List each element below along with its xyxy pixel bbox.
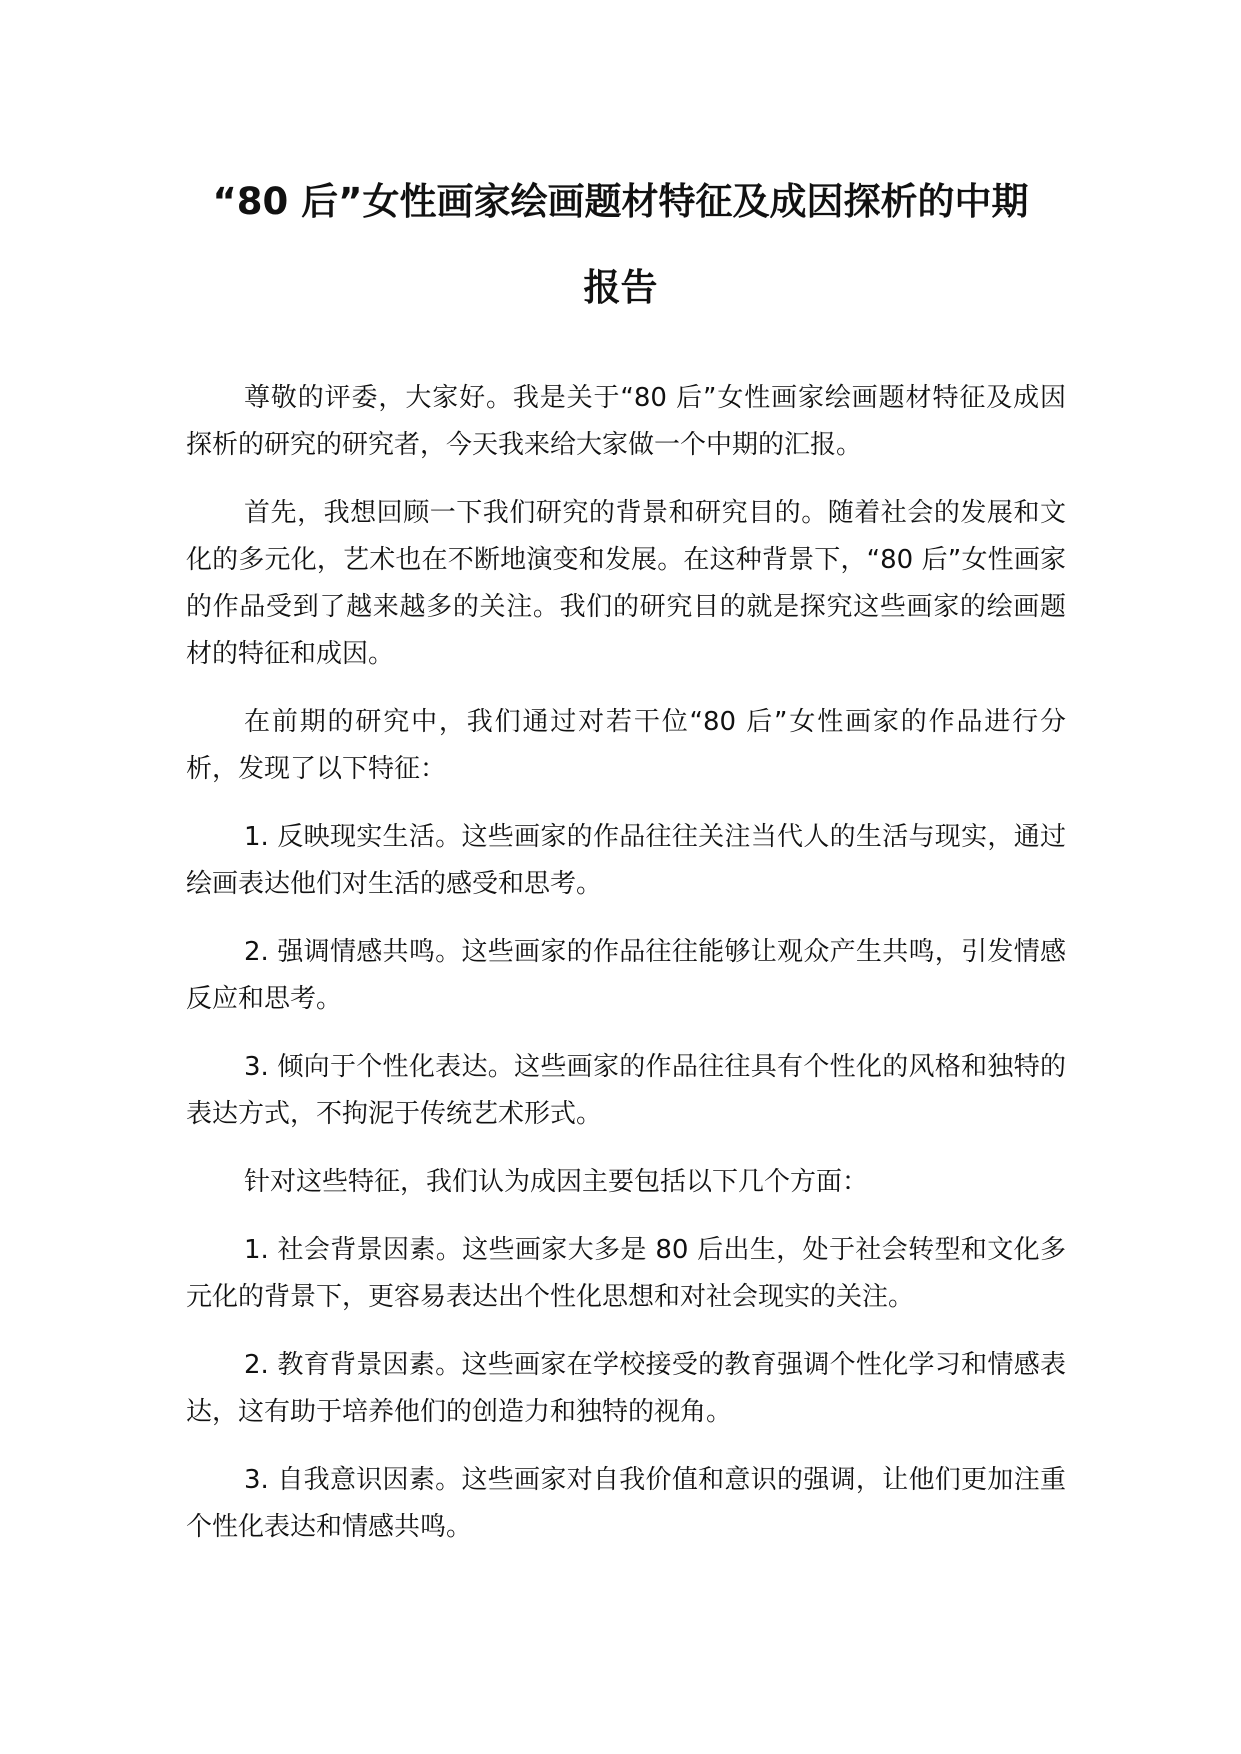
paragraph-findings-intro: 在前期的研究中，我们通过对若干位“80 后”女性画家的作品进行分析，发现了以下特征： xyxy=(186,707,1066,784)
document-body xyxy=(186,375,1066,1572)
paragraph-cause-2: 2. 教育背景因素。这些画家在学校接受的教育强调个性化学习和情感表达，这有助于培养他们的创造力和独特的视角。 xyxy=(186,1350,1066,1427)
paragraph-feature-2: 2. 强调情感共鸣。这些画家的作品往往能够让观众产生共鸣，引发情感反应和思考。 xyxy=(186,937,1066,1014)
document-title-line-1: “80 后”女性画家绘画题材特征及成因探析的中期 xyxy=(212,180,1029,223)
paragraph-feature-1: 1. 反映现实生活。这些画家的作品往往关注当代人的生活与现实，通过绘画表达他们对生活的感受和思考。 xyxy=(186,822,1066,899)
paragraph-causes-intro: 针对这些特征，我们认为成因主要包括以下几个方面： xyxy=(244,1167,869,1197)
document-title-line-2: 报告 xyxy=(583,266,658,309)
paragraph-background: 首先，我想回顾一下我们研究的背景和研究目的。随着社会的发展和文化的多元化，艺术也在不断地演变和发展。在这种背景下，“80 后”女性画家的作品受到了越来越多的关注。我们的研究目的就是探究这些画家的绘画题材的特征和成因。 xyxy=(186,498,1066,669)
paragraph-cause-1: 1. 社会背景因素。这些画家大多是 80 后出生，处于社会转型和文化多元化的背景下，更容易表达出个性化思想和对社会现实的关注。 xyxy=(186,1235,1066,1312)
paragraph-feature-3: 3. 倾向于个性化表达。这些画家的作品往往具有个性化的风格和独特的表达方式，不拘泥于传统艺术形式。 xyxy=(186,1052,1066,1129)
paragraph-greeting: 尊敬的评委，大家好。我是关于“80 后”女性画家绘画题材特征及成因探析的研究的研究者，今天我来给大家做一个中期的汇报。 xyxy=(186,383,1066,460)
paragraph-cause-3: 3. 自我意识因素。这些画家对自我价值和意识的强调，让他们更加注重个性化表达和情感共鸣。 xyxy=(186,1465,1066,1542)
